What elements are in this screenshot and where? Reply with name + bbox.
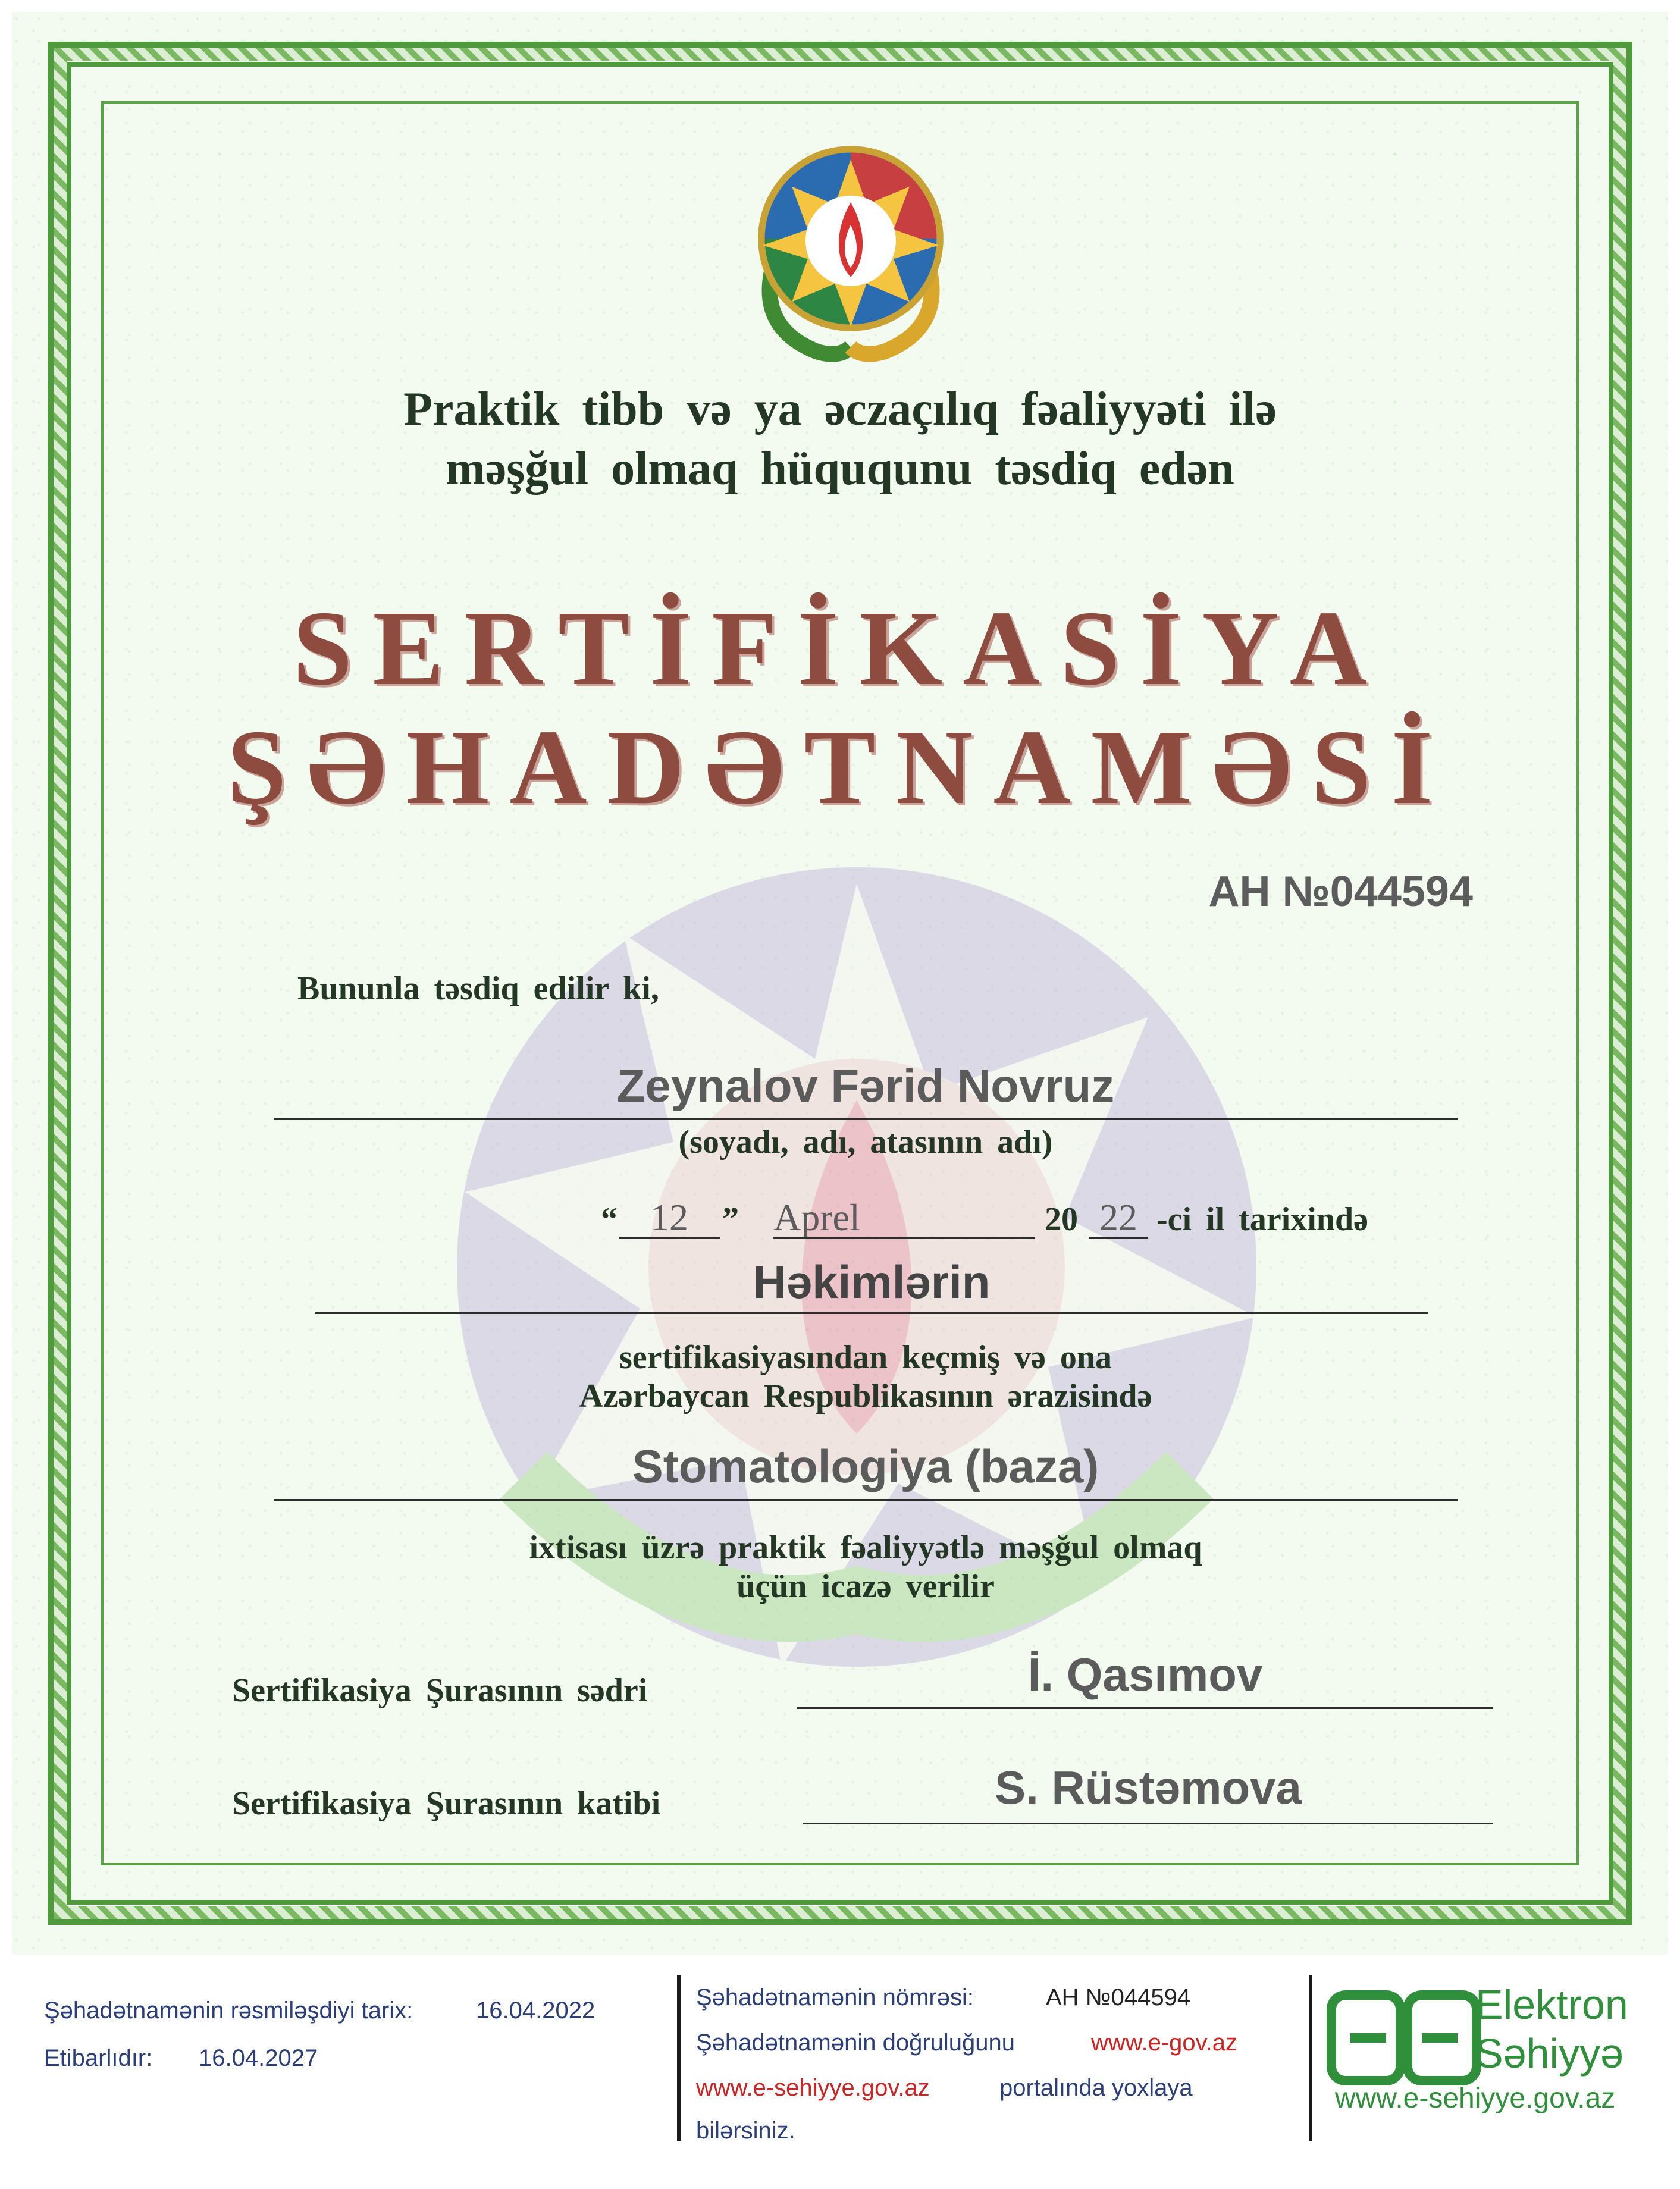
verify-text-1: Şəhadətnamənin doğruluğunu (696, 2030, 1015, 2056)
date-day-underline (619, 1237, 720, 1239)
date-suffix-text: -ci il tarixində (1156, 1201, 1368, 1238)
elektron-sehiyye-logo-icon (1327, 1990, 1481, 2085)
chairman-label: Sertifikasiya Şurasının sədri (232, 1672, 648, 1709)
full-name: Zeynalov Fərid Novruz (616, 1059, 1115, 1112)
secretary-label: Sertifikasiya Şurasının katibi (232, 1785, 661, 1822)
date-day: 12 (650, 1196, 688, 1238)
date-year-suffix: 22 (1099, 1196, 1137, 1238)
secretary-signature-line (803, 1823, 1493, 1824)
category-underline (315, 1312, 1428, 1314)
permit-line-1: ixtisası üzrə praktik fəaliyyətlə məşğul olmaq (529, 1529, 1202, 1566)
specialty-underline (274, 1499, 1458, 1501)
passed-line-2: Azərbaycan Respublikasının ərazisində (579, 1378, 1152, 1415)
certificate-title-line-2: ŞƏHADƏTNAMƏSİ (227, 708, 1453, 826)
heading-line-1: Praktik tibb və ya əczaçılıq fəaliyyəti ilə (403, 383, 1277, 435)
permit-line-2: üçün icazə verilir (736, 1568, 995, 1605)
link-e-sehiyye[interactable]: www.e-sehiyye.gov.az (696, 2075, 930, 2101)
certificate-number: AH №044594 (1208, 868, 1473, 915)
cert-number-value: AH №044594 (1046, 1984, 1191, 2011)
full-name-underline (274, 1118, 1458, 1120)
logo-word-elektron: Elektron (1475, 1981, 1628, 2028)
name-caption: (soyadı, adı, atasının adı) (678, 1124, 1053, 1161)
chairman-signature-line (797, 1707, 1493, 1709)
passed-line-1: sertifikasiyasından keçmiş və ona (619, 1339, 1112, 1376)
heading-line-2: məşğul olmaq hüququnu təsdiq edən (446, 443, 1234, 495)
date-year-prefix: 20 (1045, 1201, 1078, 1238)
verify-text-3: bilərsiniz. (696, 2118, 795, 2144)
certificate-title-line-1: SERTİFİKASİYA (293, 589, 1387, 707)
footer-divider-1 (677, 1975, 681, 2141)
verify-text-2: portalında yoxlaya (999, 2075, 1193, 2101)
link-e-gov[interactable]: www.e-gov.az (1091, 2030, 1238, 2056)
logo-url[interactable]: www.e-sehiyye.gov.az (1335, 2083, 1616, 2114)
valid-until-label: Etibarlıdır: (44, 2045, 153, 2071)
specialty: Stomatologiya (baza) (632, 1440, 1099, 1492)
footer-divider-2 (1309, 1975, 1312, 2141)
azerbaijan-emblem (738, 137, 964, 363)
issue-date: 16.04.2022 (476, 1997, 595, 2024)
date-month: Aprel (773, 1196, 860, 1238)
date-open-quote: “ (601, 1201, 618, 1238)
category: Həkimlərin (753, 1256, 991, 1308)
logo-word-sehiyye: Səhiyyə (1475, 2030, 1624, 2077)
valid-until-date: 16.04.2027 (199, 2045, 318, 2071)
date-close-quote: ” (722, 1201, 739, 1238)
date-year-underline (1089, 1237, 1148, 1239)
intro-text: Bununla təsdiq edilir ki, (297, 970, 659, 1007)
issue-date-label: Şəhadətnamənin rəsmiləşdiyi tarix: (44, 1997, 413, 2024)
cert-number-label: Şəhadətnamənin nömrəsi: (696, 1984, 974, 2011)
date-month-underline (773, 1237, 1035, 1239)
secretary-name: S. Rüstəmova (995, 1761, 1302, 1814)
chairman-name: İ. Qasımov (1027, 1648, 1263, 1701)
